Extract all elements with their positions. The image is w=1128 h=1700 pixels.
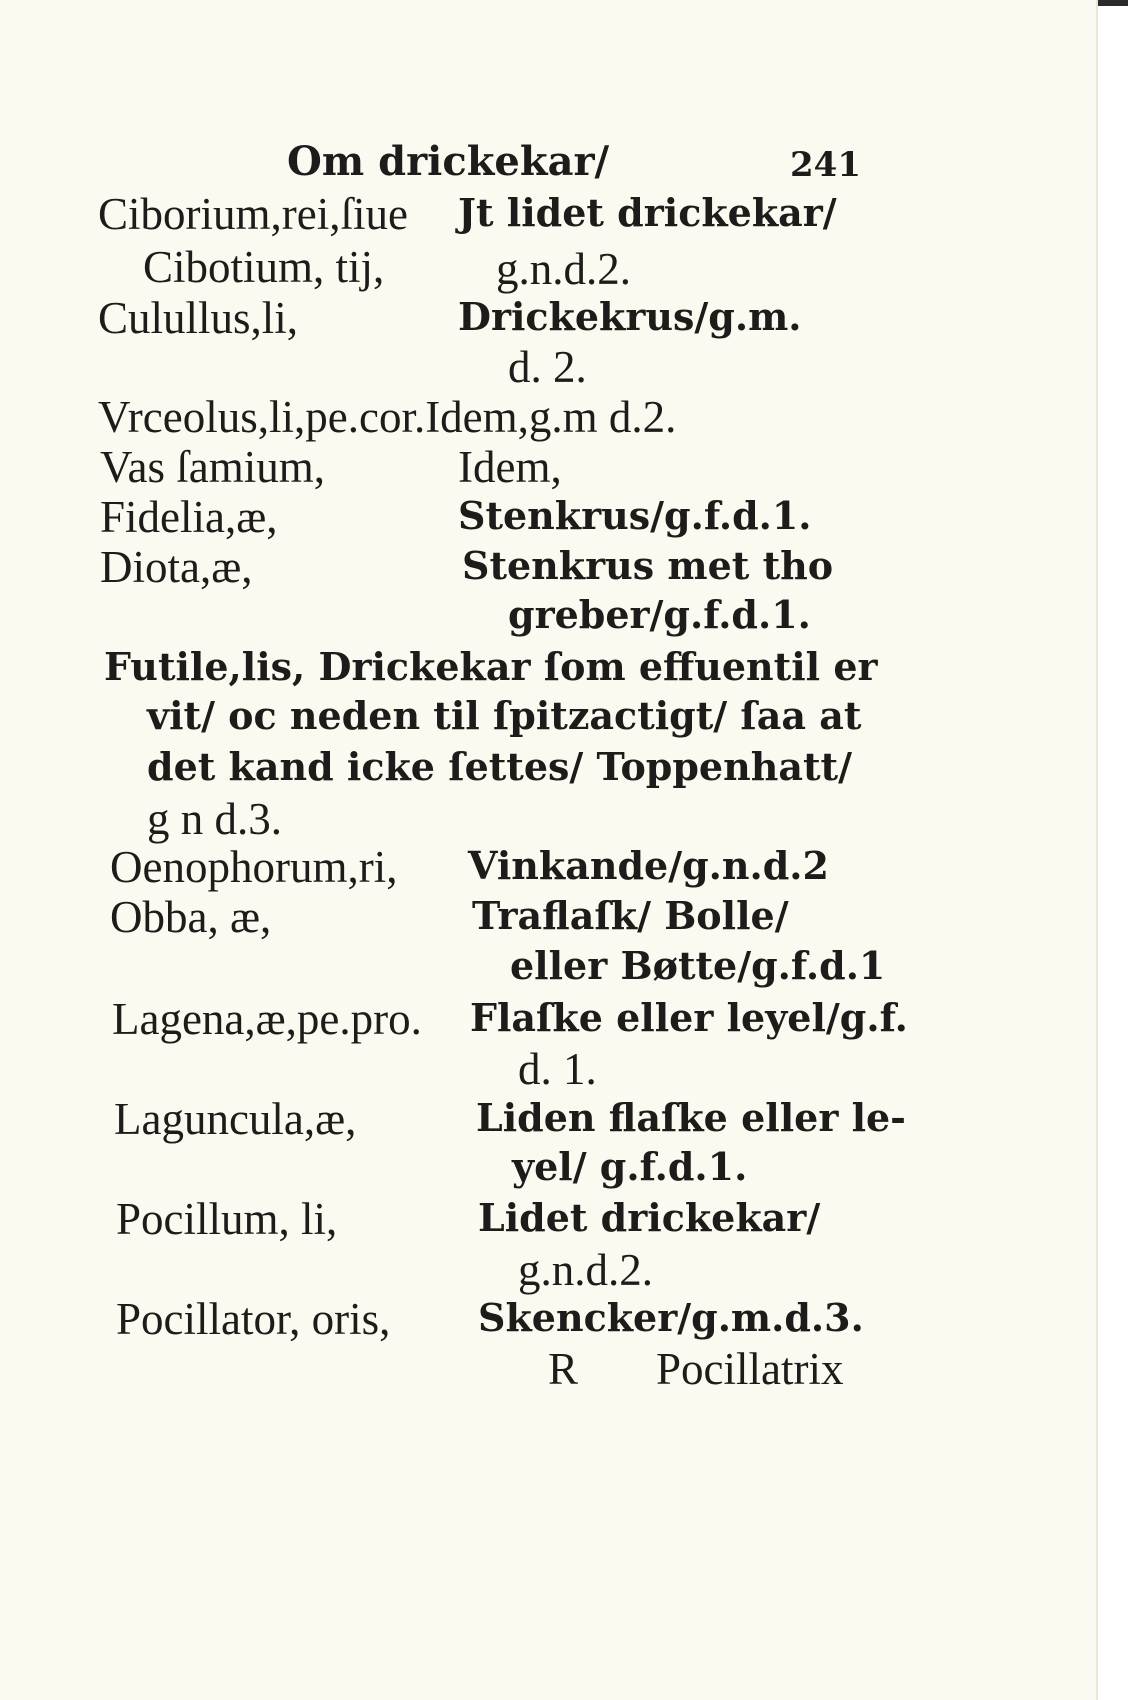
latin-entry-ciborium: Ciborium,rei,ſiue	[98, 189, 408, 239]
grammar-note: d. 1.	[518, 1044, 597, 1094]
danish-gloss-fidelia: Stenkrus/g.f.d.1.	[458, 493, 812, 538]
danish-gloss-diota: Stenkrus met tho	[462, 543, 834, 588]
grammar-note: g n d.3.	[147, 794, 282, 844]
danish-gloss-obba: Traflaſk/ Bolle/	[472, 893, 789, 938]
latin-entry-obba: Obba, æ,	[110, 892, 272, 942]
latin-entry-culullus: Culullus,li,	[98, 293, 299, 343]
danish-gloss-pocillator: Skencker/g.m.d.3.	[478, 1295, 864, 1340]
entry-futile-cont-1: vit/ oc neden til ſpitzactigt/ ſaa at	[147, 693, 862, 738]
danish-gloss-oenophorum: Vinkande/g.n.d.2	[468, 843, 829, 888]
danish-gloss-laguncula-cont: yel/ g.f.d.1.	[512, 1144, 748, 1189]
latin-entry-vrceolus: Vrceolus,li,pe.cor.Idem,g.m d.2.	[98, 392, 677, 442]
running-title: Om drickekar/	[287, 138, 610, 185]
danish-gloss-lagena: Flaſke eller leyel/g.f.	[470, 995, 908, 1040]
latin-entry-cibotium: Cibotium, tij,	[143, 242, 385, 292]
danish-gloss-pocillum: Lidet drickekar/	[478, 1195, 821, 1240]
danish-gloss-ciborium: Jt lidet drickekar/	[458, 190, 837, 235]
danish-gloss-obba-cont: eller Bøtte/g.f.d.1	[510, 943, 886, 988]
danish-gloss-diota-cont: greber/g.f.d.1.	[508, 592, 811, 637]
latin-entry-vas-samium: Vas ſamium,	[100, 442, 325, 492]
catchword: Pocillatrix	[656, 1344, 844, 1394]
latin-entry-oenophorum: Oenophorum,ri,	[110, 842, 398, 892]
latin-entry-laguncula: Laguncula,æ,	[114, 1094, 357, 1144]
latin-entry-lagena: Lagena,æ,pe.pro.	[112, 994, 422, 1044]
scan-corner-mark	[1098, 0, 1128, 6]
danish-gloss-idem: Idem,	[458, 442, 562, 492]
danish-gloss-culullus: Drickekrus/g.m.	[458, 294, 802, 339]
scan-margin	[1098, 0, 1128, 1700]
latin-entry-fidelia: Fidelia,æ,	[100, 492, 278, 542]
grammar-note: g.n.d.2.	[496, 244, 631, 294]
entry-futile-cont-2: det kand icke ſettes/ Toppenhatt/	[147, 744, 852, 789]
grammar-note: g.n.d.2.	[518, 1245, 653, 1295]
danish-gloss-laguncula: Liden flaſke eller le-	[476, 1095, 906, 1140]
entry-futile: Futile,lis, Drickekar ſom effuentil er	[104, 644, 878, 689]
signature-mark: R	[548, 1344, 579, 1394]
latin-entry-diota: Diota,æ,	[100, 542, 253, 592]
latin-entry-pocillum: Pocillum, li,	[116, 1194, 338, 1244]
grammar-note: d. 2.	[508, 342, 587, 392]
latin-entry-pocillator: Pocillator, oris,	[116, 1294, 391, 1344]
page-number: 241	[790, 145, 861, 185]
